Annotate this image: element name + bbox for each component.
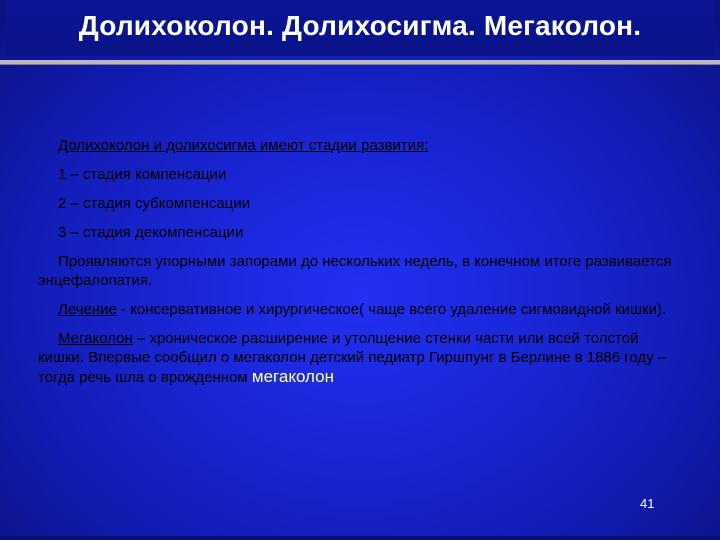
stage-item: 3 – стадия декомпенсации [58, 224, 244, 241]
title-bar [6, 0, 714, 56]
megacolon-text: – хроническое расширение и утолщение стенки части или всей толстой кишки. Впервые сообщил о мегаколон детский педиатр Гиршпунг в Берлине в 1886 году – тогда речь шла о врожденном [38, 330, 667, 386]
bottom-edge [0, 536, 720, 540]
stage-item: 2 – стадия субкомпенсации [58, 195, 251, 212]
treatment-text: - консервативное и хирургическое( чаще всего удаление сигмовидной кишки). [116, 301, 667, 318]
symptoms-paragraph: Проявляются упорными запорами до нескольких недель, в конечном итоге развивается энцефалопатия. [38, 253, 672, 289]
intro-paragraph [38, 136, 686, 155]
slide-title: Долихоколон. Долихосигма. Мегаколон. [78, 10, 642, 41]
stage-item: 1 – стадия компенсации [58, 166, 227, 183]
treatment-paragraph [38, 300, 686, 319]
megacolon-paragraph [38, 329, 686, 387]
slide-body [38, 136, 686, 397]
megacolon-highlight: мегаколон [251, 367, 334, 386]
megacolon-term: Мегаколон [58, 330, 133, 347]
title-divider [0, 60, 720, 64]
intro-text: Долихоколон и долихосигма имеют стадии развития: [58, 137, 429, 154]
page-number: 41 [640, 496, 655, 511]
treatment-term: Лечение [58, 301, 117, 318]
